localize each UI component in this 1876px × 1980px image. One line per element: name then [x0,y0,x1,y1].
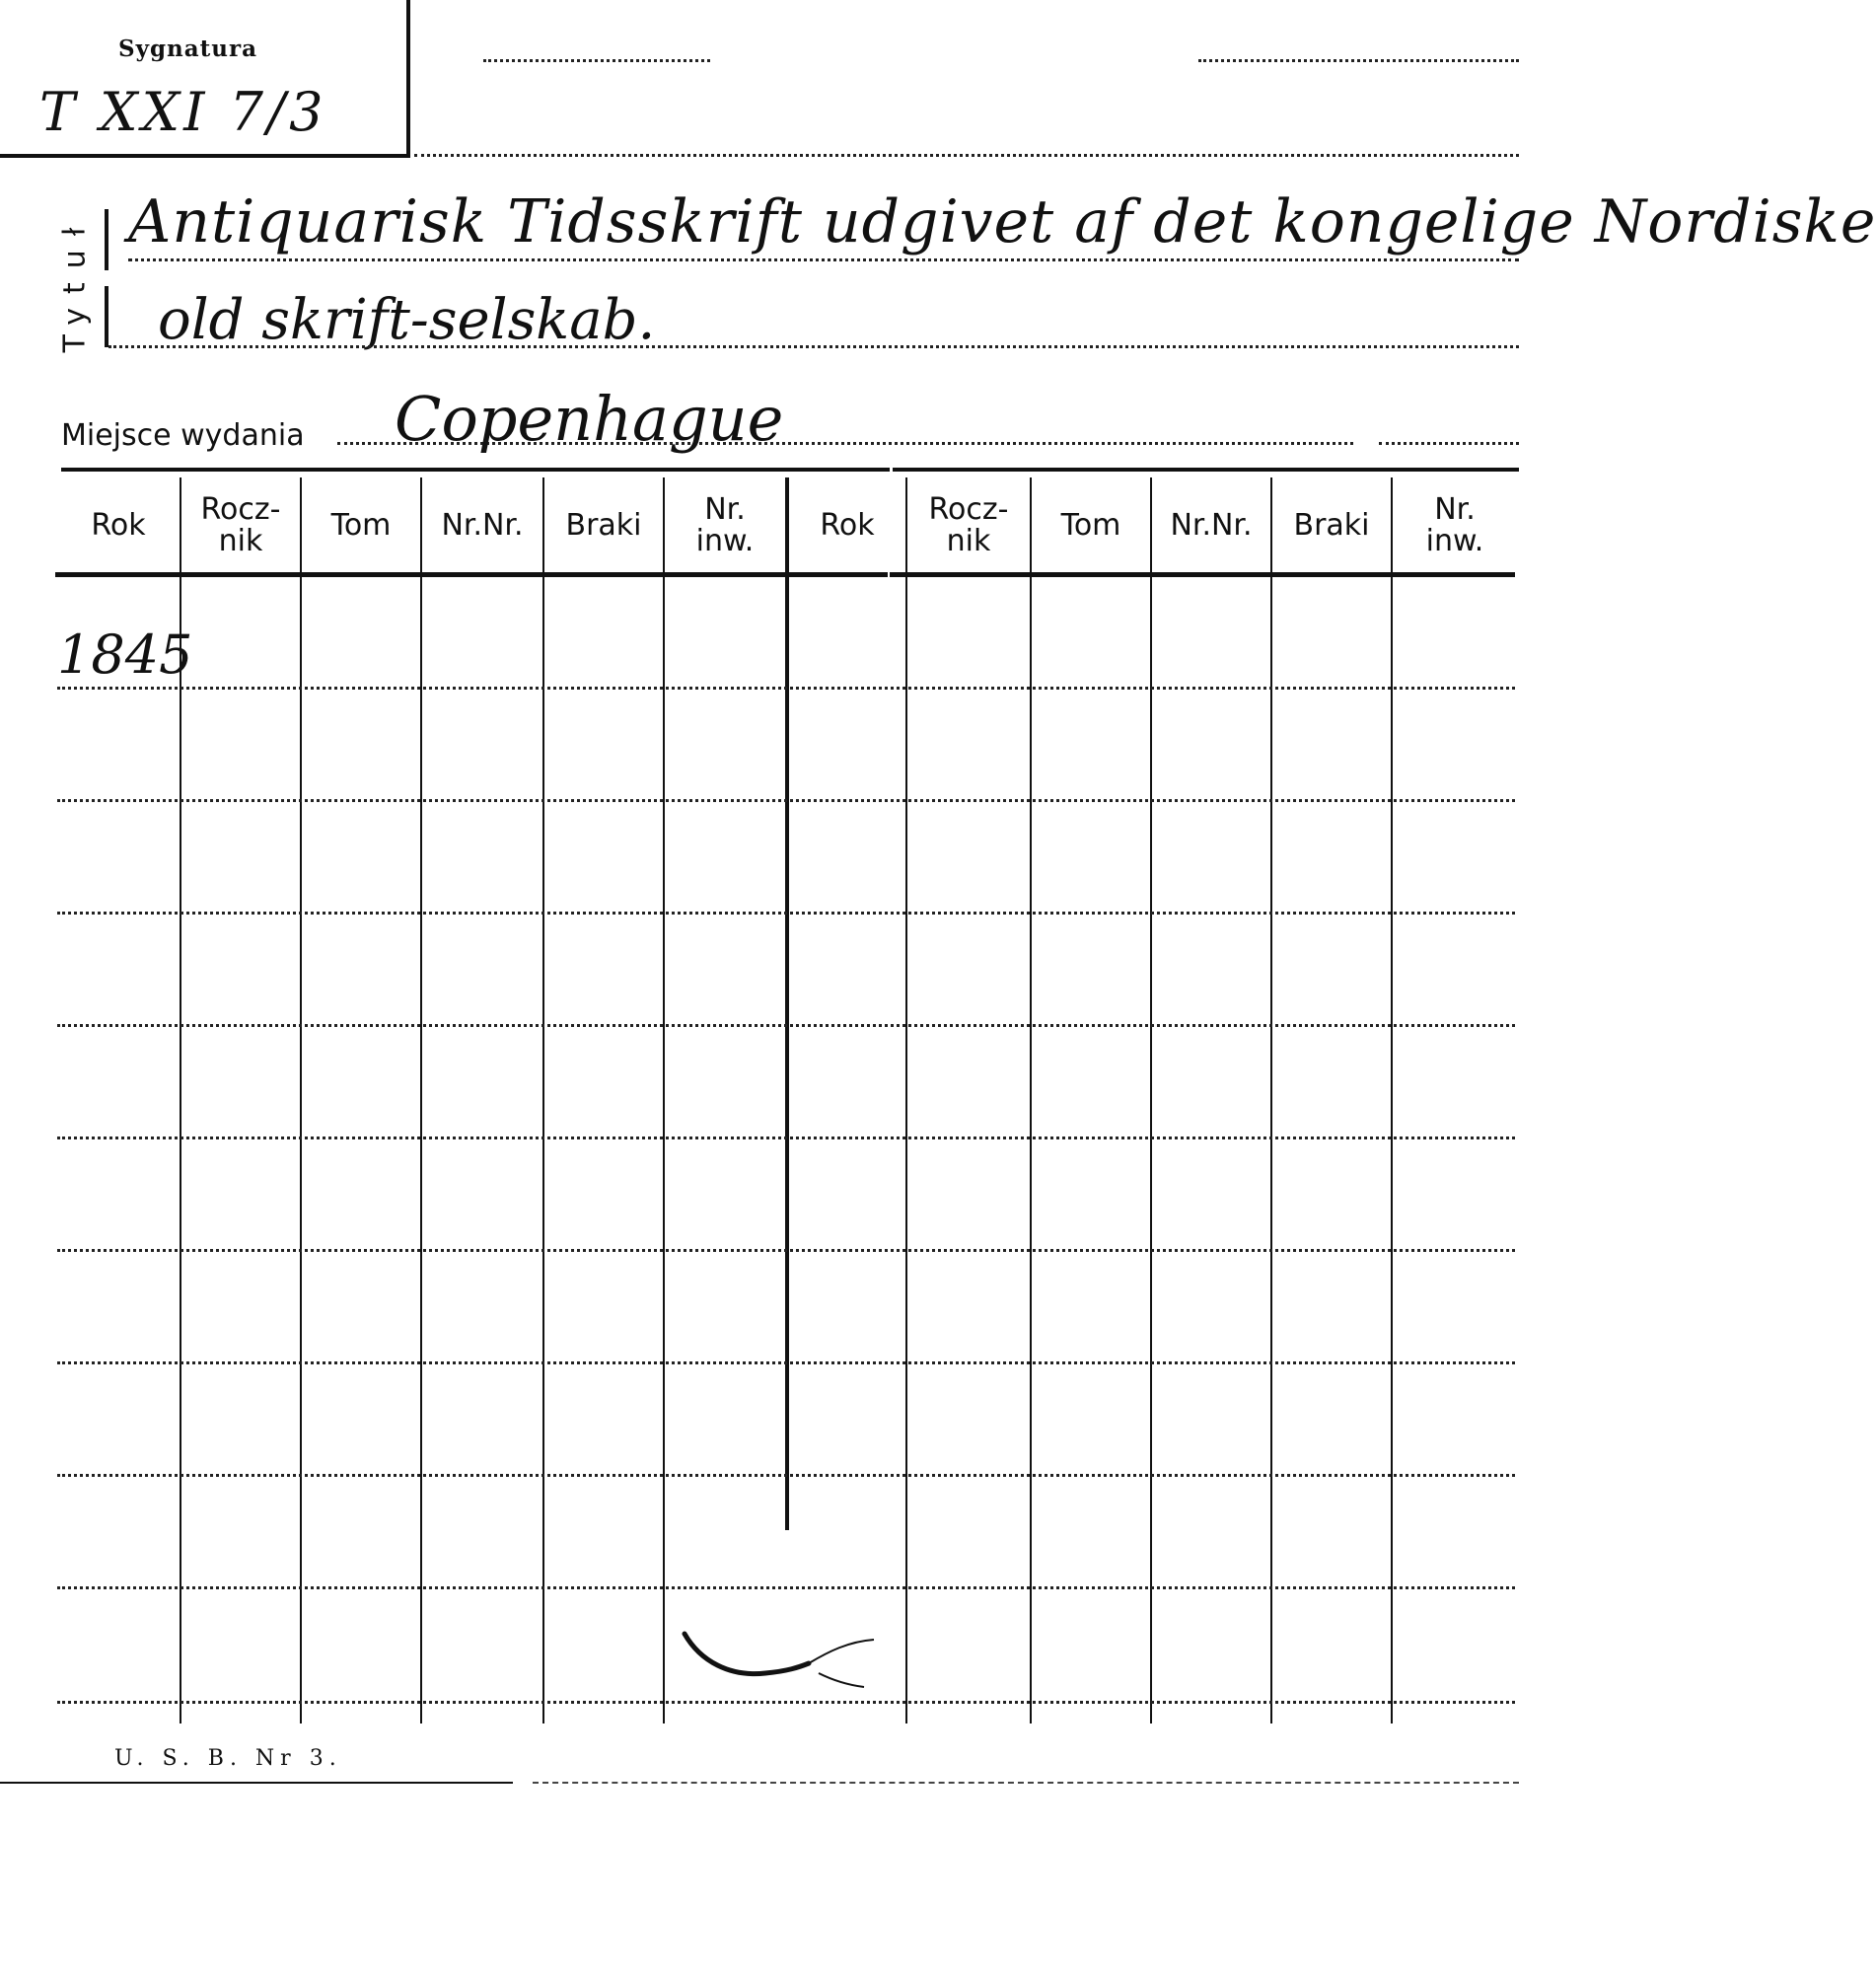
header-rok-2: Rok [820,508,875,543]
place-dotted-line [1379,442,1519,445]
title-bracket [105,209,108,270]
column-divider [1270,477,1272,1723]
header-nr-inw-2: Nr. inw. [1425,492,1484,558]
row-dotted-line [57,1474,1515,1477]
column-divider [905,477,907,1723]
row-dotted-line [57,1137,1515,1139]
title-dotted-line [108,345,1519,348]
signature-value: T XXI 7/3 [39,81,327,143]
header-tom-2: Tom [1060,508,1121,543]
ink-mark [671,1608,907,1726]
title-bracket [105,286,108,347]
header-rok: Rok [91,508,146,543]
column-divider [300,477,302,1723]
row-dotted-line [57,1361,1515,1364]
header-nrnr: Nr.Nr. [441,508,524,543]
column-divider [1150,477,1152,1723]
card-bottom-edge [0,1782,513,1784]
column-divider [542,477,544,1723]
title-line-1: Antiquarisk Tidsskrift udgivet af det kongelige Nordiske [128,187,1876,257]
title-label: Tytuł [57,213,93,353]
header-nrnr-2: Nr.Nr. [1170,508,1253,543]
top-dotted-line [414,154,1519,157]
top-dotted-line [483,59,710,62]
header-rocznik-2: Rocz- nik [928,492,1009,558]
row-dotted-line [57,687,1515,690]
header-nr-inw: Nr. inw. [695,492,755,558]
row-dotted-line [57,912,1515,915]
title-line-2: old skrift-selskab. [158,288,656,352]
header-braki: Braki [565,508,642,543]
row-1-rok: 1845 [57,623,193,686]
column-divider [1030,477,1032,1723]
row-dotted-line [57,1024,1515,1027]
place-label: Miejsce wydania [61,418,305,453]
table-top-rule [61,468,890,472]
title-dotted-line [128,258,1519,261]
column-divider [1391,477,1393,1723]
card-bottom-edge [533,1782,1519,1784]
row-dotted-line [57,1586,1515,1589]
header-tom: Tom [330,508,392,543]
header-braki-2: Braki [1293,508,1370,543]
column-divider [420,477,422,1723]
center-divider [785,477,789,1530]
table-top-rule [893,468,1519,472]
column-divider [663,477,665,1723]
signature-label: Sygnatura [118,36,258,62]
place-value: Copenhague [395,383,784,455]
header-bottom-rule [890,572,1515,577]
header-rocznik: Rocz- nik [200,492,281,558]
row-dotted-line [57,799,1515,802]
row-dotted-line [57,1249,1515,1252]
form-id: U. S. B. Nr 3. [114,1746,342,1771]
top-dotted-line [1198,59,1519,62]
